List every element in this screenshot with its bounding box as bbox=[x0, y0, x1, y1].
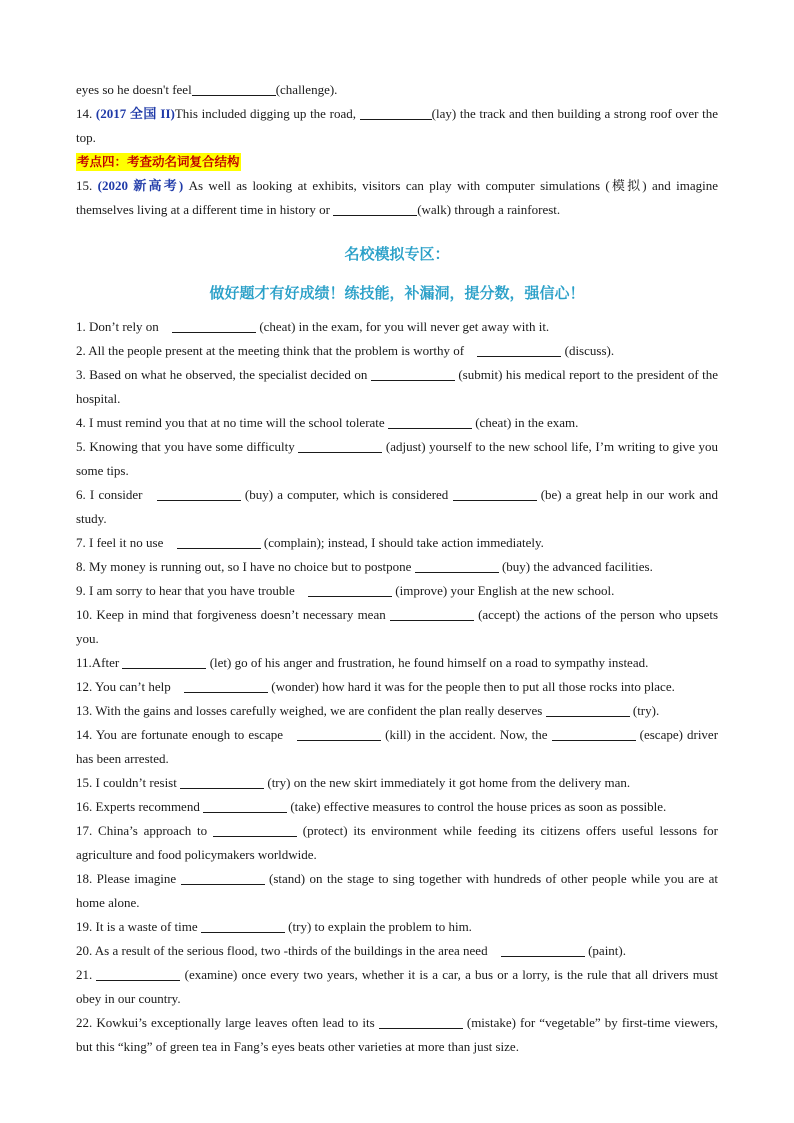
section-heading-highlight: 考点四：考查动名词复合结构 bbox=[77, 154, 240, 169]
question-text: As well as looking at exhibits, visitors can play with computer simulations (模拟) and imagine themselves living at a different time in history or bbox=[76, 178, 718, 217]
answer-blank[interactable] bbox=[96, 967, 180, 981]
answer-blank[interactable] bbox=[122, 655, 206, 669]
answer-blank[interactable] bbox=[390, 607, 474, 621]
answer-blank[interactable] bbox=[371, 367, 455, 381]
question-text: (protect) its environment while feeding its citizens offers useful lessons for agriculture and food policymakers worldwide. bbox=[76, 823, 719, 862]
exercise-item-19 bbox=[76, 915, 718, 939]
question-text: 17. China’s approach to bbox=[76, 823, 208, 838]
question-text: 7. I feel it no use bbox=[76, 535, 164, 550]
question-text: (kill) in the accident. Now, the bbox=[385, 727, 548, 742]
motivational-slogan: 做好题才有好成绩！练技能，补漏洞，提分数，强信心！ bbox=[209, 284, 585, 302]
exercise-item-15 bbox=[76, 771, 718, 795]
question-number: 14. bbox=[76, 106, 93, 121]
answer-blank[interactable] bbox=[203, 799, 287, 813]
answer-blank[interactable] bbox=[184, 679, 268, 693]
exercise-item-18 bbox=[76, 867, 718, 915]
question-text: (walk) through a rainforest. bbox=[417, 202, 561, 217]
question-15-gaokao bbox=[76, 174, 718, 222]
exercise-item-12 bbox=[76, 675, 718, 699]
answer-blank[interactable] bbox=[388, 415, 472, 429]
question-text: eyes so he doesn't feel bbox=[76, 82, 192, 97]
exercise-item-10 bbox=[76, 603, 718, 651]
question-text: 10. Keep in mind that forgiveness doesn’t necessary mean bbox=[76, 607, 386, 622]
question-14-gaokao bbox=[76, 102, 718, 150]
exercise-item-4 bbox=[76, 411, 718, 435]
question-text: (let) go of his anger and frustration, he found himself on a road to sympathy instead. bbox=[209, 655, 649, 670]
exercise-item-8 bbox=[76, 555, 718, 579]
question-text: (escape) driver has been arrested. bbox=[76, 727, 719, 766]
question-text: 19. It is a waste of time bbox=[76, 919, 198, 934]
answer-blank[interactable] bbox=[453, 487, 537, 501]
exercise-item-6 bbox=[76, 483, 718, 531]
exercise-item-2 bbox=[76, 339, 718, 363]
question-text: (buy) the advanced facilities. bbox=[501, 559, 653, 574]
answer-blank[interactable] bbox=[477, 343, 561, 357]
question-text: (buy) a computer, which is considered bbox=[244, 487, 449, 502]
answer-blank[interactable] bbox=[201, 919, 285, 933]
question-text: (cheat) in the exam. bbox=[475, 415, 579, 430]
answer-blank[interactable] bbox=[552, 727, 636, 741]
answer-blank[interactable] bbox=[298, 439, 382, 453]
question-text: (be) a great help in our work and study. bbox=[76, 487, 718, 526]
question-text: (cheat) in the exam, for you will never get away with it. bbox=[259, 319, 550, 334]
exercise-item-21 bbox=[76, 963, 718, 1011]
question-text: (lay) the track and then building a strong roof over the top. bbox=[76, 106, 719, 145]
exercise-item-17 bbox=[76, 819, 718, 867]
question-text: 14. You are fortunate enough to escape bbox=[76, 727, 283, 742]
exercise-item-7 bbox=[76, 531, 718, 555]
question-text: (wonder) how hard it was for the people then to put all those rocks into place. bbox=[271, 679, 675, 694]
answer-blank[interactable] bbox=[308, 583, 392, 597]
exercise-item-22 bbox=[76, 1011, 718, 1059]
exercise-item-5 bbox=[76, 435, 718, 483]
exercise-item-9 bbox=[76, 579, 718, 603]
question-text: 12. You can’t help bbox=[76, 679, 171, 694]
answer-blank[interactable] bbox=[192, 82, 276, 96]
question-text: 2. All the people present at the meeting think that the problem is worthy of bbox=[76, 343, 465, 358]
exercise-item-3 bbox=[76, 363, 718, 411]
question-text: 3. Based on what he observed, the specialist decided on bbox=[76, 367, 368, 382]
answer-blank[interactable] bbox=[180, 775, 264, 789]
answer-blank[interactable] bbox=[333, 202, 417, 216]
question-text: 15. I couldn’t resist bbox=[76, 775, 177, 790]
question-text: 8. My money is running out, so I have no choice but to postpone bbox=[76, 559, 412, 574]
answer-blank[interactable] bbox=[177, 535, 261, 549]
question-text: 22. Kowkui’s exceptionally large leaves often lead to its bbox=[76, 1015, 375, 1030]
question-text: (challenge). bbox=[275, 82, 338, 97]
question-text: 18. Please imagine bbox=[76, 871, 177, 886]
question-text: 4. I must remind you that at no time will the school tolerate bbox=[76, 415, 385, 430]
document-content bbox=[76, 78, 718, 1059]
question-text: (submit) his medical report to the president of the hospital. bbox=[76, 367, 719, 406]
answer-blank[interactable] bbox=[360, 106, 432, 120]
question-text: 1. Don’t rely on bbox=[76, 319, 159, 334]
question-text: (stand) on the stage to sing together with hundreds of other people while you are at home alone. bbox=[76, 871, 718, 910]
exercise-item-13 bbox=[76, 699, 718, 723]
exercise-item-16 bbox=[76, 795, 718, 819]
question-text: (improve) your English at the new school. bbox=[395, 583, 615, 598]
answer-blank[interactable] bbox=[415, 559, 499, 573]
answer-blank[interactable] bbox=[181, 871, 265, 885]
answer-blank[interactable] bbox=[297, 727, 381, 741]
question-text: This included digging up the road, bbox=[174, 106, 356, 121]
question-text: 5. Knowing that you have some difficulty bbox=[76, 439, 295, 454]
question-text: (mistake) for “vegetable” by first-time viewers, but this “king” of green tea in Fang’s eyes beats other varieties at more than just size. bbox=[76, 1015, 719, 1054]
answer-blank[interactable] bbox=[379, 1015, 463, 1029]
question-text: (take) effective measures to control the house prices as soon as possible. bbox=[290, 799, 667, 814]
question-text: 21. bbox=[76, 967, 93, 982]
question-text: (try) on the new skirt immediately it got home from the delivery man. bbox=[267, 775, 631, 790]
question-text: (accept) the actions of the person who upsets you. bbox=[76, 607, 719, 646]
answer-blank[interactable] bbox=[546, 703, 630, 717]
answer-blank[interactable] bbox=[501, 943, 585, 957]
answer-blank[interactable] bbox=[213, 823, 297, 837]
mock-exam-zone-title: 名校模拟专区： bbox=[344, 245, 450, 263]
continued-question bbox=[76, 78, 718, 102]
question-text: 13. With the gains and losses carefully weighed, we are confident the plan really deserves bbox=[76, 703, 543, 718]
question-text: (adjust) yourself to the new school life, I’m writing to give you some tips. bbox=[76, 439, 718, 478]
question-text: (try) to explain the problem to him. bbox=[288, 919, 472, 934]
answer-blank[interactable] bbox=[157, 487, 241, 501]
exercise-item-14 bbox=[76, 723, 718, 771]
question-text: 20. As a result of the serious flood, two -thirds of the buildings in the area need bbox=[76, 943, 488, 958]
question-text: (discuss). bbox=[564, 343, 615, 358]
exercise-item-20 bbox=[76, 939, 718, 963]
exercise-item-1 bbox=[76, 315, 718, 339]
question-text: (paint). bbox=[588, 943, 626, 958]
exam-source: (2017 全国 II) bbox=[95, 106, 175, 121]
question-text: 16. Experts recommend bbox=[76, 799, 200, 814]
question-text: (try). bbox=[632, 703, 660, 718]
question-text: 6. I consider bbox=[76, 487, 143, 502]
exercise-item-11 bbox=[76, 651, 718, 675]
answer-blank[interactable] bbox=[172, 319, 256, 333]
question-number: 15. bbox=[76, 178, 93, 193]
question-text: 11.After bbox=[76, 655, 120, 670]
question-text: 9. I am sorry to hear that you have trouble bbox=[76, 583, 295, 598]
question-text: (examine) once every two years, whether it is a car, a bus or a lorry, is the rule that all drivers must obey in our country. bbox=[76, 967, 718, 1006]
question-text: (complain); instead, I should take action immediately. bbox=[263, 535, 544, 550]
exam-source: (2020 新高考) bbox=[97, 178, 184, 193]
